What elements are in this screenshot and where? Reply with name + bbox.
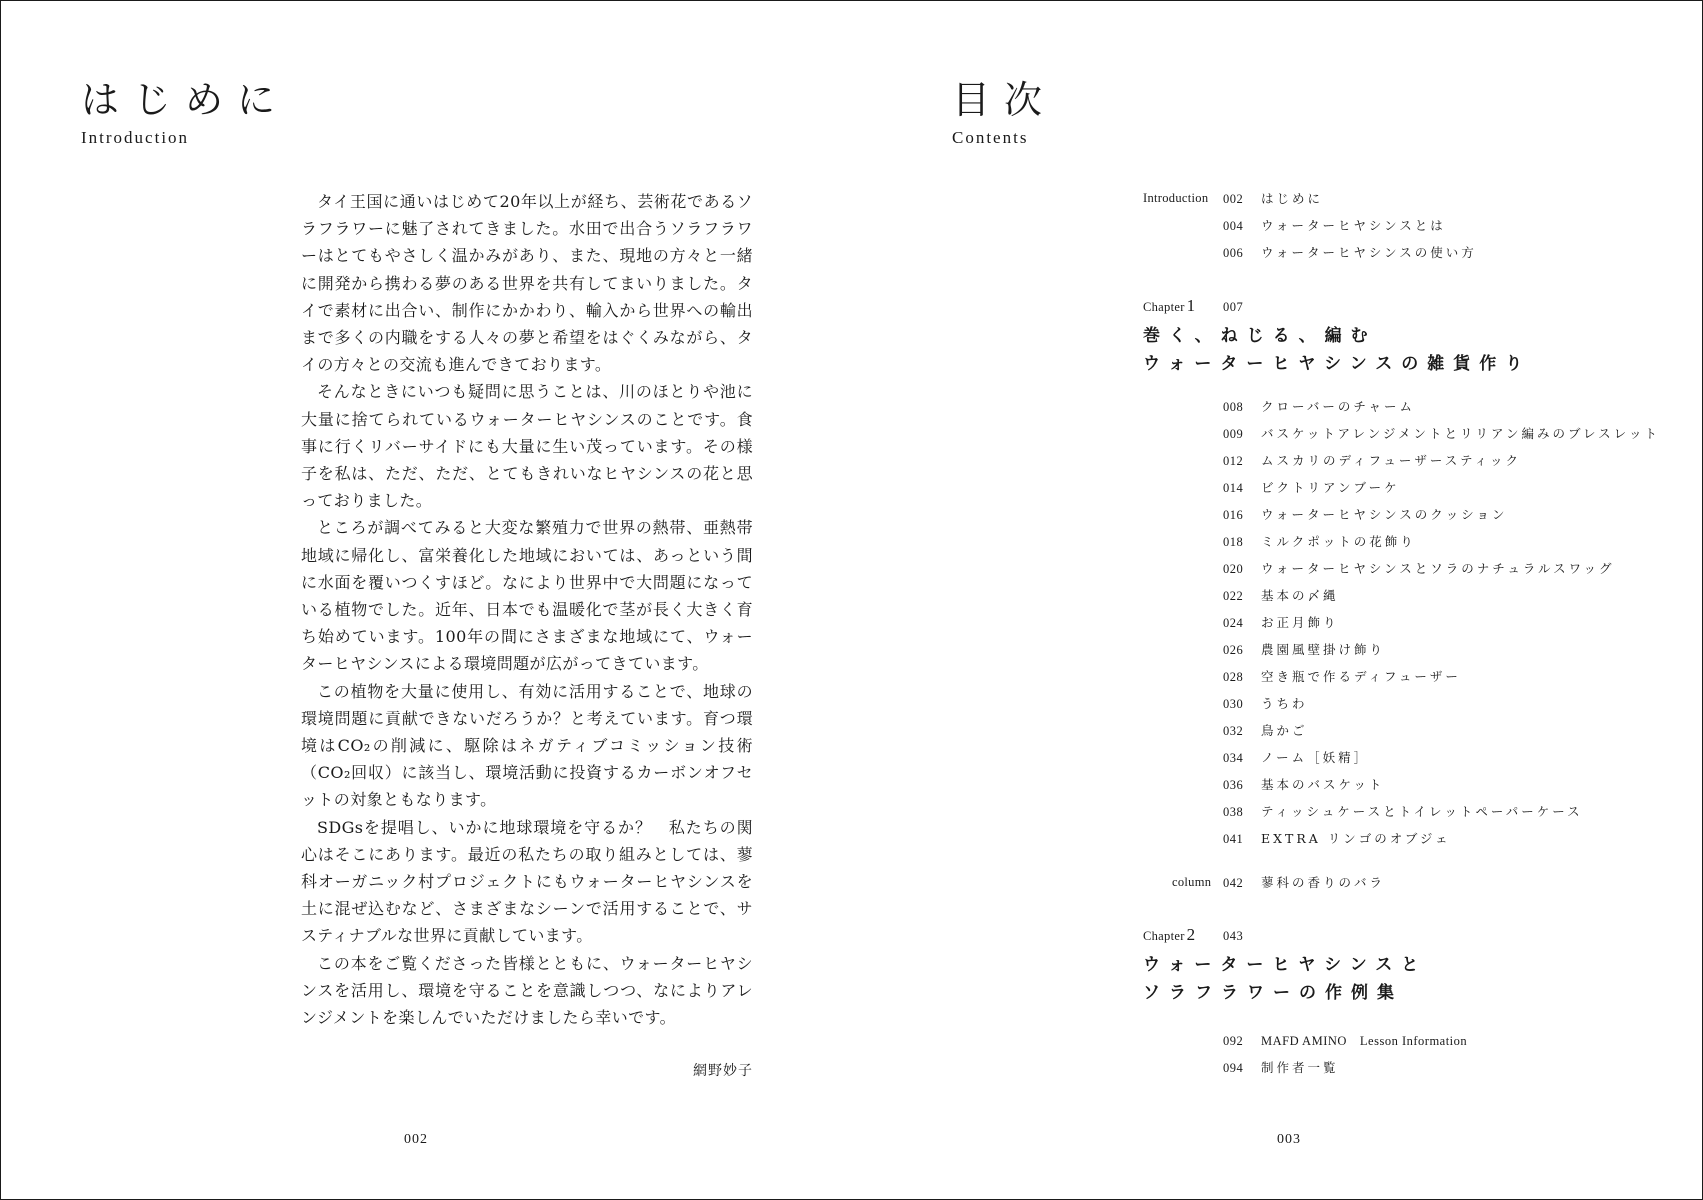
toc-page-number: 092 <box>1223 1034 1244 1048</box>
toc-entry-title: クローバーのチャーム <box>1261 399 1416 414</box>
toc-page-number: 041 <box>1223 832 1244 846</box>
toc-entry-title: 蓼科の香りのバラ <box>1261 875 1386 890</box>
page-title: はじめに <box>81 78 290 122</box>
page-subtitle: Introduction <box>81 128 190 147</box>
toc-entry-title: ムスカリのディフューザースティック <box>1261 453 1522 468</box>
toc-entry[interactable] <box>1223 720 1308 740</box>
toc-entry[interactable] <box>1223 774 1384 794</box>
page-number: 003 <box>1277 1132 1301 1147</box>
chapter-word: Chapter <box>1143 300 1185 314</box>
chapter-title-line[interactable]: ウォーターヒヤシンスの雑貨作り <box>1143 354 1532 374</box>
toc-entry-title: ウォーターヒヤシンスのクッション <box>1261 507 1508 522</box>
paragraph: ところが調べてみると大変な繁殖力で世界の熱帯、亜熱帯地域に帰化し、富栄養化した地域においては、あっという間に水面を覆いつくすほど。なにより世界中で大問題になっている植物でした。近年、日本でも温暖化で茎が長く大きく育ち始めています。100年の間にさまざまな地域にて、ウォーターヒヤシンスによる環境問題が広がってきています。 <box>301 518 753 674</box>
toc-entry-title: 基本の〆縄 <box>1261 588 1339 603</box>
paragraph: そんなときにいつも疑問に思うことは、川のほとりや池に大量に捨てられているウォーターヒヤシンスのことです。食事に行くリバーサイドにも大量に生い茂っています。その様子を私は、ただ、ただ、とてもきれいなヒヤシンスの花と思っておりました。 <box>301 382 753 511</box>
toc-page-number: 030 <box>1223 697 1244 711</box>
toc-page-number: 024 <box>1223 616 1244 630</box>
toc-entry-title: ノーム［妖精］ <box>1261 750 1370 765</box>
toc-page-number: 014 <box>1223 481 1244 495</box>
chapter-number: 1 <box>1186 296 1196 315</box>
toc-entry[interactable] <box>1223 639 1385 659</box>
paragraph: この植物を大量に使用し、有効に活用することで、地球の環境問題に貢献できないだろうか？と考えています。育つ環境はCO₂の削減に、駆除はネガティブコミッション技術（CO₂回収）に該当し、環境活動に投資するカーボンオフセットの対象ともなります。 <box>301 681 753 810</box>
toc-entry[interactable] <box>1223 450 1521 470</box>
toc-page-number: 036 <box>1223 778 1244 792</box>
toc-entry-title: MAFD AMINO Lesson Information <box>1261 1034 1468 1048</box>
toc-entry[interactable] <box>1223 242 1477 262</box>
page-title: 目次 <box>952 78 1057 122</box>
toc-page-number: 042 <box>1223 876 1244 890</box>
toc-entry[interactable] <box>1223 872 1385 892</box>
toc-entry-title: EXTRA リンゴのオブジェ <box>1261 831 1451 846</box>
page-subtitle: Contents <box>952 128 1029 147</box>
toc-entry[interactable] <box>1223 828 1451 848</box>
toc-entry[interactable] <box>1223 801 1583 821</box>
toc-entry[interactable] <box>1223 531 1416 551</box>
toc-entry[interactable] <box>1223 396 1415 416</box>
toc-entry[interactable] <box>1223 477 1400 497</box>
chapter-page-number: 007 <box>1223 300 1244 314</box>
toc-entry-title: バスケットアレンジメントとリリアン編みのブレスレット <box>1261 426 1661 441</box>
toc-entry-title: うちわ <box>1261 696 1308 711</box>
toc-entry[interactable] <box>1223 693 1308 713</box>
toc-entry[interactable] <box>1223 215 1446 235</box>
chapter-label <box>1143 296 1195 316</box>
chapter-title-line[interactable]: ソラフラワーの作例集 <box>1143 983 1403 1003</box>
toc-page-number: 020 <box>1223 562 1244 576</box>
chapter-title-line[interactable]: ウォーターヒヤシンスと <box>1143 955 1428 975</box>
toc-entry-title: ビクトリアンブーケ <box>1261 480 1400 495</box>
toc-page-number: 032 <box>1223 724 1244 738</box>
chapter-word: Chapter <box>1143 929 1185 943</box>
toc-entry-title: 農園風壁掛け飾り <box>1261 642 1386 657</box>
toc-entry[interactable] <box>1223 666 1461 686</box>
toc-page-number: 009 <box>1223 427 1244 441</box>
toc-page-number: 004 <box>1223 219 1244 233</box>
toc-page-number: 038 <box>1223 805 1244 819</box>
toc-entry-title: 鳥かご <box>1261 723 1308 738</box>
toc-page-number: 002 <box>1223 192 1244 206</box>
toc-entry[interactable] <box>1223 504 1507 524</box>
chapter-label <box>1143 925 1195 945</box>
toc-entry-title: ウォーターヒヤシンスとソラのナチュラルスワッグ <box>1261 561 1615 576</box>
toc-entry-title: 空き瓶で作るディフューザー <box>1261 669 1461 684</box>
toc-page-number: 094 <box>1223 1061 1244 1075</box>
toc-page-number: 022 <box>1223 589 1244 603</box>
toc-page-number: 012 <box>1223 454 1244 468</box>
toc-entry[interactable] <box>1223 612 1339 632</box>
toc-entry-title: はじめに <box>1261 191 1324 206</box>
paragraph: この本をご覧くださった皆様とともに、ウォーターヒヤシンスを活用し、環境を守ることを意識しつつ、なによりアレンジメントを楽しんでいただけましたら幸いです。 <box>301 953 753 1028</box>
toc-page-number: 034 <box>1223 751 1244 765</box>
paragraph: タイ王国に通いはじめて20年以上が経ち、芸術花であるソラフラワーに魅了されてきました。水田で出合うソラフラワーはとてもやさしく温かみがあり、また、現地の方々と一緒に開発から携わる夢のある世界を共有してまいりました。タイで素材に出合い、制作にかかわり、輸入から世界への輸出まで多くの内職をする人々の夢と希望をはぐくみながら、タイの方々との交流も進んできております。 <box>301 192 753 375</box>
toc-section-label: Introduction <box>1143 191 1209 205</box>
toc-entry-title: ウォーターヒヤシンスの使い方 <box>1261 245 1477 260</box>
toc-page-number: 018 <box>1223 535 1244 549</box>
toc-entry[interactable] <box>1223 585 1339 605</box>
chapter-number: 2 <box>1186 925 1196 944</box>
toc-entry-title: ミルクポットの花飾り <box>1261 534 1416 549</box>
toc-entry[interactable] <box>1223 423 1660 443</box>
toc-page-number: 026 <box>1223 643 1244 657</box>
toc-entry[interactable] <box>1223 747 1369 767</box>
author-signature: 網野妙子 <box>693 1063 753 1079</box>
toc-page-number: 008 <box>1223 400 1244 414</box>
toc-page-number: 006 <box>1223 246 1244 260</box>
toc-page-number: 028 <box>1223 670 1244 684</box>
toc-entry-title: 基本のバスケット <box>1261 777 1385 792</box>
chapter-title-line[interactable]: 巻く、ねじる、編む <box>1143 326 1377 346</box>
column-label: column <box>1172 875 1212 889</box>
page-number: 002 <box>404 1132 428 1147</box>
chapter-page-number: 043 <box>1223 929 1244 943</box>
paragraph: SDGsを提唱し、いかに地球環境を守るか？ 私たちの関心はそこにあります。最近の私たちの取り組みとしては、蓼科オーガニック村プロジェクトにもウォーターヒヤシンスを土に混ぜ込むなど、さまざまなシーンで活用することで、サスティナブルな世界に貢献しています。 <box>301 817 753 946</box>
toc-entry-title: お正月飾り <box>1261 615 1339 630</box>
table-of-contents <box>1 1 1702 1199</box>
toc-entry[interactable] <box>1223 188 1323 208</box>
toc-entry-title: 制作者一覧 <box>1261 1060 1339 1075</box>
toc-entry-title: ティッシュケースとトイレットペーパーケース <box>1261 804 1583 819</box>
toc-entry[interactable] <box>1223 558 1614 578</box>
toc-entry[interactable] <box>1223 1030 1467 1050</box>
toc-entry-title: ウォーターヒヤシンスとは <box>1261 218 1446 233</box>
toc-page-number: 016 <box>1223 508 1244 522</box>
toc-entry[interactable] <box>1223 1057 1339 1077</box>
